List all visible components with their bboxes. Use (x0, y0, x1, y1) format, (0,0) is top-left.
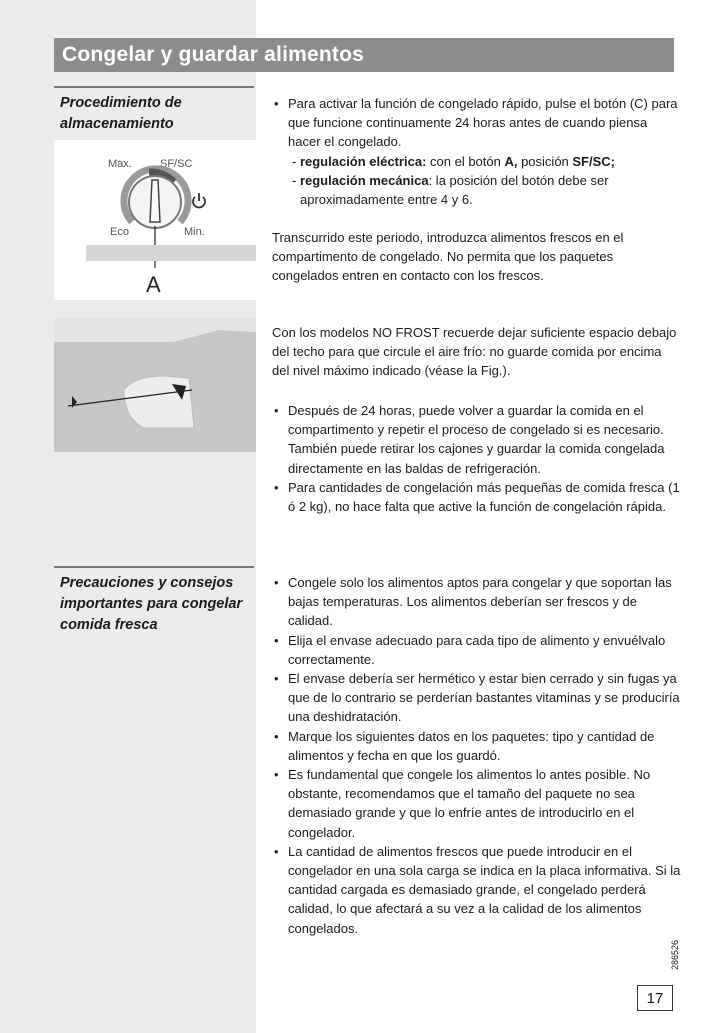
bullet-quick-freeze: • Para activar la función de congelado rápido, pulse el botón (C) para que funcione continuamente 24 horas antes de cuando piensa hacer el congelado. (272, 94, 682, 152)
sub1-text2: posición (517, 153, 573, 169)
sub-item-mechanical: - regulación mecánica: la posición del botón debe ser (292, 172, 609, 188)
list-item: • Marque los siguientes datos en los paquetes: tipo y cantidad de alimentos y fecha en que los guardó. (272, 727, 682, 765)
dial-label-sfsc: SF/SC (160, 158, 193, 170)
list-item: • El envase debería ser hermético y estar bien cerrado y sin fugas ya que de lo contrario se perderían bastantes vitaminas y se produciría una deshidratación. (272, 669, 682, 727)
section-heading-storage: Procedimiento de almacenamiento (54, 86, 254, 135)
page-number: 17 (637, 985, 673, 1011)
bullet-after-24h: • Después de 24 horas, puede volver a guardar la comida en el compartimento y repetir el proceso de congelado si es necesario. También puede retirar los cajones y guardar la comida congelada directamente en las baldas de refrigeración. (272, 401, 682, 478)
sub2-text: : la posición del botón debe ser (428, 172, 609, 188)
shelf-drawer-front (124, 376, 194, 428)
figure-freezer-shelf (54, 318, 256, 452)
list-item: • La cantidad de alimentos frescos que puede introducir en el congelador en una sola carga se indica en la placa informativa. Si la cantidad cargada es demasiado grande, el congelado perderá calidad, lo que afectará a su vez a la calidad de los alimentos congelados. (272, 842, 682, 938)
document-code: 286526 (670, 939, 680, 970)
sub1-bold: regulación eléctrica: (299, 153, 427, 169)
bullet-small-quantities: • Para cantidades de congelación más pequeñas de comida fresca (1 ó 2 kg), no hace falta que active la función de congelación rápida. (272, 478, 682, 516)
section-heading-precautions: Precauciones y consejos importantes para congelar comida fresca (54, 566, 254, 636)
section2-text (272, 573, 682, 938)
list-item: • Elija el envase adecuado para cada tipo de alimento y envuélvalo correctamente. (272, 631, 682, 669)
list-item: • Congele solo los alimentos aptos para congelar y que soportan las bajas temperaturas. Los alimentos deberían ser frescos y de calidad. (272, 573, 682, 631)
sub-item-electric: - regulación eléctrica: con el botón A, posición SF/SC; (292, 153, 616, 169)
sub1-bold2: A, (504, 153, 518, 169)
control-panel-strip (86, 245, 256, 261)
paragraph-after-period: Transcurrido este periodo, introduzca alimentos frescos en el compartimento de congelado. No permita que los paquetes congelados entren en contacto con los frescos. (272, 230, 624, 284)
sub1-text1: con el botón (426, 153, 505, 169)
sub1-bold3: SF/SC; (572, 153, 616, 169)
section1-bullets-2 (272, 401, 682, 516)
sub2-bold: regulación mecánica (299, 172, 429, 188)
dial-pointer (150, 180, 160, 222)
sub-item-mechanical-cont: aproximadamente entre 4 y 6. (300, 192, 473, 208)
list-item: • Es fundamental que congele los alimentos lo antes posible. No obstante, recomendamos que el tamaño del paquete no sea demasiado grande y que lo enfríe antes de introducirlo en el congelador. (272, 765, 682, 842)
dial-label-max: Max. (108, 158, 132, 170)
dial-label-a: A (146, 272, 161, 297)
section1-text (272, 94, 682, 209)
dial-label-min: Min. (184, 226, 205, 238)
dial-label-eco: Eco (110, 226, 129, 238)
paragraph-no-frost: Con los modelos NO FROST recuerde dejar suficiente espacio debajo del techo para que circule el aire frío: no guarde comida por encima del nivel máximo indicado (véase la Fig.). (272, 325, 677, 379)
figure-control-dial (54, 140, 256, 300)
page-title: Congelar y guardar alimentos (54, 38, 674, 72)
